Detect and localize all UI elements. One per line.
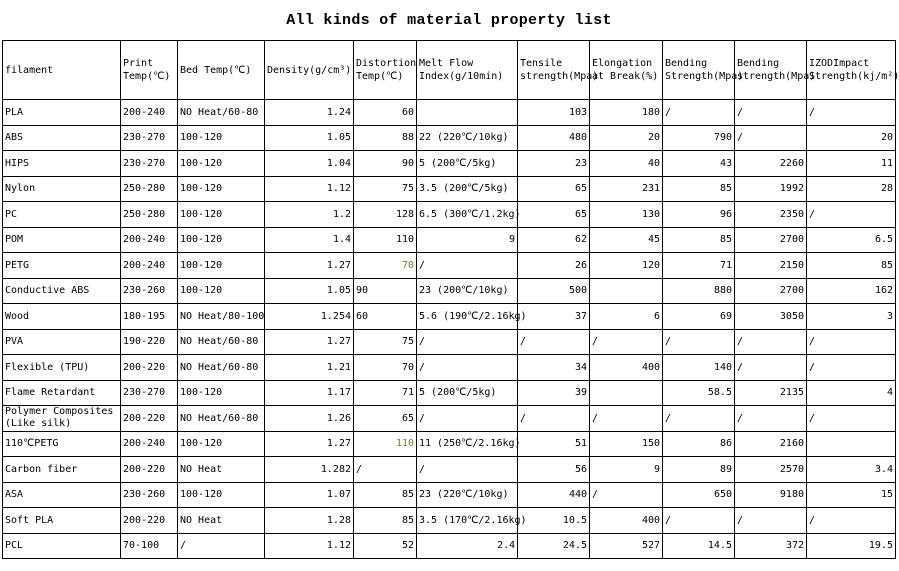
- cell-elongation: 400: [590, 355, 663, 381]
- cell-density: 1.12: [265, 533, 354, 559]
- cell-density: 1.27: [265, 431, 354, 457]
- cell-tensile-strength: 65: [518, 176, 590, 202]
- cell-elongation: 40: [590, 151, 663, 177]
- cell-filament: PC: [3, 202, 121, 228]
- table-row: [3, 329, 896, 355]
- cell-bed-temp: 100-120: [178, 278, 265, 304]
- cell-print-temp: 250-280: [121, 176, 178, 202]
- cell-print-temp: 230-270: [121, 125, 178, 151]
- cell-melt-flow-index: [417, 100, 518, 126]
- table-row: [3, 278, 896, 304]
- cell-density: 1.07: [265, 482, 354, 508]
- cell-bending-modulus: 1992: [735, 176, 807, 202]
- table-row: [3, 151, 896, 177]
- cell-tensile-strength: 500: [518, 278, 590, 304]
- cell-melt-flow-index: 23 (200℃/10kg): [417, 278, 518, 304]
- cell-distortion-temp: 60: [354, 304, 417, 330]
- cell-melt-flow-index: 5.6 (190℃/2.16kg): [417, 304, 518, 330]
- cell-print-temp: 250-280: [121, 202, 178, 228]
- cell-density: 1.26: [265, 406, 354, 432]
- cell-density: 1.4: [265, 227, 354, 253]
- cell-filament: Carbon fiber: [3, 457, 121, 483]
- cell-filament: Wood: [3, 304, 121, 330]
- col-header-bending-modulus: Bending strength(Mpa): [735, 41, 807, 100]
- cell-melt-flow-index: 11 (250℃/2.16kg): [417, 431, 518, 457]
- cell-filament: POM: [3, 227, 121, 253]
- cell-bending-modulus: /: [735, 355, 807, 381]
- cell-izod-impact: 3: [807, 304, 896, 330]
- cell-distortion-temp: 88: [354, 125, 417, 151]
- cell-bending-strength: 96: [663, 202, 735, 228]
- cell-distortion-temp: 70: [354, 253, 417, 279]
- cell-tensile-strength: 440: [518, 482, 590, 508]
- cell-filament: Conductive ABS: [3, 278, 121, 304]
- cell-elongation: 231: [590, 176, 663, 202]
- cell-distortion-temp: 128: [354, 202, 417, 228]
- cell-izod-impact: /: [807, 100, 896, 126]
- cell-tensile-strength: /: [518, 406, 590, 432]
- cell-bending-modulus: 2570: [735, 457, 807, 483]
- cell-print-temp: 200-220: [121, 457, 178, 483]
- table-row: [3, 380, 896, 406]
- cell-bending-strength: 85: [663, 176, 735, 202]
- cell-melt-flow-index: /: [417, 406, 518, 432]
- col-header-bending-strength: Bending Strength(Mpa): [663, 41, 735, 100]
- cell-tensile-strength: 24.5: [518, 533, 590, 559]
- cell-bending-modulus: 2260: [735, 151, 807, 177]
- table-row: [3, 355, 896, 381]
- cell-tensile-strength: 23: [518, 151, 590, 177]
- cell-izod-impact: 11: [807, 151, 896, 177]
- cell-elongation: 400: [590, 508, 663, 534]
- cell-melt-flow-index: /: [417, 329, 518, 355]
- table-row: [3, 176, 896, 202]
- cell-density: 1.12: [265, 176, 354, 202]
- cell-izod-impact: 28: [807, 176, 896, 202]
- cell-print-temp: 180-195: [121, 304, 178, 330]
- cell-bending-strength: /: [663, 100, 735, 126]
- cell-print-temp: 200-240: [121, 253, 178, 279]
- cell-bed-temp: NO Heat/60-80: [178, 355, 265, 381]
- table-row: [3, 253, 896, 279]
- table-row: [3, 431, 896, 457]
- cell-elongation: /: [590, 329, 663, 355]
- cell-density: 1.21: [265, 355, 354, 381]
- cell-bending-modulus: /: [735, 406, 807, 432]
- cell-bed-temp: 100-120: [178, 151, 265, 177]
- cell-bending-strength: 140: [663, 355, 735, 381]
- cell-melt-flow-index: 9: [417, 227, 518, 253]
- cell-distortion-temp: 110: [354, 431, 417, 457]
- cell-bed-temp: NO Heat: [178, 457, 265, 483]
- cell-bending-strength: 790: [663, 125, 735, 151]
- cell-bed-temp: 100-120: [178, 380, 265, 406]
- cell-filament: Flexible (TPU): [3, 355, 121, 381]
- cell-density: 1.27: [265, 329, 354, 355]
- cell-density: 1.254: [265, 304, 354, 330]
- table-row: [3, 406, 896, 432]
- cell-print-temp: 200-220: [121, 406, 178, 432]
- cell-izod-impact: /: [807, 508, 896, 534]
- cell-filament: PCL: [3, 533, 121, 559]
- cell-print-temp: 230-260: [121, 278, 178, 304]
- cell-distortion-temp: 90: [354, 151, 417, 177]
- cell-melt-flow-index: 3.5 (200℃/5kg): [417, 176, 518, 202]
- cell-distortion-temp: 85: [354, 482, 417, 508]
- cell-elongation: 9: [590, 457, 663, 483]
- cell-bending-strength: 58.5: [663, 380, 735, 406]
- cell-filament: ABS: [3, 125, 121, 151]
- cell-density: 1.27: [265, 253, 354, 279]
- cell-elongation: 20: [590, 125, 663, 151]
- cell-melt-flow-index: /: [417, 355, 518, 381]
- cell-print-temp: 230-260: [121, 482, 178, 508]
- table-row: [3, 304, 896, 330]
- cell-print-temp: 200-220: [121, 508, 178, 534]
- col-header-density: Density(g/cm³): [265, 41, 354, 100]
- cell-izod-impact: 20: [807, 125, 896, 151]
- cell-filament: PVA: [3, 329, 121, 355]
- cell-bending-strength: 86: [663, 431, 735, 457]
- cell-distortion-temp: 90: [354, 278, 417, 304]
- cell-elongation: 150: [590, 431, 663, 457]
- cell-elongation: 120: [590, 253, 663, 279]
- cell-bed-temp: NO Heat/60-80: [178, 329, 265, 355]
- cell-bending-strength: 69: [663, 304, 735, 330]
- cell-bending-strength: 71: [663, 253, 735, 279]
- cell-density: 1.05: [265, 278, 354, 304]
- cell-density: 1.24: [265, 100, 354, 126]
- col-header-print-temp: Print Temp(℃): [121, 41, 178, 100]
- cell-bending-strength: 85: [663, 227, 735, 253]
- cell-bending-modulus: 2135: [735, 380, 807, 406]
- table-row: [3, 508, 896, 534]
- cell-bed-temp: NO Heat/60-80: [178, 100, 265, 126]
- cell-distortion-temp: 65: [354, 406, 417, 432]
- cell-bed-temp: 100-120: [178, 202, 265, 228]
- cell-filament: PETG: [3, 253, 121, 279]
- table-row: [3, 482, 896, 508]
- cell-bending-strength: 43: [663, 151, 735, 177]
- cell-filament: HIPS: [3, 151, 121, 177]
- cell-bending-strength: 650: [663, 482, 735, 508]
- cell-print-temp: 230-270: [121, 151, 178, 177]
- cell-tensile-strength: 34: [518, 355, 590, 381]
- cell-izod-impact: 162: [807, 278, 896, 304]
- table-row: [3, 100, 896, 126]
- cell-distortion-temp: 85: [354, 508, 417, 534]
- cell-bending-strength: /: [663, 508, 735, 534]
- cell-bed-temp: /: [178, 533, 265, 559]
- table-row: [3, 533, 896, 559]
- cell-elongation: 130: [590, 202, 663, 228]
- cell-bending-modulus: 2150: [735, 253, 807, 279]
- col-header-tensile-strength: Tensile strength(Mpa): [518, 41, 590, 100]
- cell-print-temp: 230-270: [121, 380, 178, 406]
- cell-distortion-temp: 75: [354, 329, 417, 355]
- cell-tensile-strength: 10.5: [518, 508, 590, 534]
- cell-bed-temp: 100-120: [178, 253, 265, 279]
- cell-bed-temp: NO Heat/80-100: [178, 304, 265, 330]
- cell-bending-modulus: /: [735, 508, 807, 534]
- cell-tensile-strength: 39: [518, 380, 590, 406]
- cell-izod-impact: 85: [807, 253, 896, 279]
- cell-izod-impact: /: [807, 202, 896, 228]
- cell-filament: Soft PLA: [3, 508, 121, 534]
- col-header-bed-temp: Bed Temp(℃): [178, 41, 265, 100]
- cell-bed-temp: NO Heat/60-80: [178, 406, 265, 432]
- cell-melt-flow-index: 3.5 (170℃/2.16kg): [417, 508, 518, 534]
- cell-tensile-strength: 65: [518, 202, 590, 228]
- cell-density: 1.17: [265, 380, 354, 406]
- cell-print-temp: 70-100: [121, 533, 178, 559]
- cell-izod-impact: 3.4: [807, 457, 896, 483]
- material-property-table: [2, 40, 899, 559]
- cell-melt-flow-index: 23 (220℃/10kg): [417, 482, 518, 508]
- table-body: [3, 100, 896, 559]
- cell-density: 1.282: [265, 457, 354, 483]
- cell-elongation: [590, 278, 663, 304]
- cell-filament: Flame Retardant: [3, 380, 121, 406]
- cell-density: 1.04: [265, 151, 354, 177]
- cell-izod-impact: /: [807, 329, 896, 355]
- cell-elongation: 180: [590, 100, 663, 126]
- cell-distortion-temp: 70: [354, 355, 417, 381]
- table-row: [3, 202, 896, 228]
- cell-melt-flow-index: 5 (200℃/5kg): [417, 151, 518, 177]
- cell-melt-flow-index: 22 (220℃/10kg): [417, 125, 518, 151]
- cell-elongation: /: [590, 482, 663, 508]
- col-header-izod-impact: IZODImpact Strength(kj/m²): [807, 41, 896, 100]
- page-title: All kinds of material property list: [286, 11, 612, 29]
- cell-filament: ASA: [3, 482, 121, 508]
- table-row: [3, 125, 896, 151]
- cell-distortion-temp: /: [354, 457, 417, 483]
- cell-melt-flow-index: /: [417, 253, 518, 279]
- col-header-distortion-temp: Distortion Temp(℃): [354, 41, 417, 100]
- col-header-elongation: Elongation at Break(%): [590, 41, 663, 100]
- cell-bending-modulus: 2700: [735, 227, 807, 253]
- cell-filament: Polymer Composites (Like silk): [3, 406, 121, 432]
- cell-izod-impact: 19.5: [807, 533, 896, 559]
- cell-bending-strength: /: [663, 329, 735, 355]
- cell-bending-modulus: 2700: [735, 278, 807, 304]
- cell-print-temp: 200-240: [121, 227, 178, 253]
- cell-elongation: 45: [590, 227, 663, 253]
- cell-distortion-temp: 71: [354, 380, 417, 406]
- cell-bed-temp: 100-120: [178, 125, 265, 151]
- cell-elongation: 6: [590, 304, 663, 330]
- cell-print-temp: 200-240: [121, 100, 178, 126]
- cell-bending-modulus: /: [735, 100, 807, 126]
- table-row: [3, 457, 896, 483]
- cell-melt-flow-index: 2.4: [417, 533, 518, 559]
- cell-izod-impact: /: [807, 406, 896, 432]
- cell-izod-impact: /: [807, 355, 896, 381]
- cell-filament: Nylon: [3, 176, 121, 202]
- cell-density: 1.05: [265, 125, 354, 151]
- col-header-melt-flow-index: Melt Flow Index(g/10min): [417, 41, 518, 100]
- cell-melt-flow-index: 5 (200℃/5kg): [417, 380, 518, 406]
- cell-distortion-temp: 52: [354, 533, 417, 559]
- cell-tensile-strength: 51: [518, 431, 590, 457]
- cell-melt-flow-index: 6.5 (300℃/1.2kg): [417, 202, 518, 228]
- cell-tensile-strength: 62: [518, 227, 590, 253]
- cell-print-temp: 190-220: [121, 329, 178, 355]
- cell-tensile-strength: 480: [518, 125, 590, 151]
- cell-bending-strength: 880: [663, 278, 735, 304]
- cell-bending-modulus: /: [735, 125, 807, 151]
- cell-bed-temp: 100-120: [178, 431, 265, 457]
- table-row: [3, 227, 896, 253]
- cell-elongation: [590, 380, 663, 406]
- cell-izod-impact: 4: [807, 380, 896, 406]
- cell-bending-modulus: /: [735, 329, 807, 355]
- cell-izod-impact: 6.5: [807, 227, 896, 253]
- cell-tensile-strength: 37: [518, 304, 590, 330]
- cell-density: 1.2: [265, 202, 354, 228]
- cell-tensile-strength: /: [518, 329, 590, 355]
- cell-bending-modulus: 372: [735, 533, 807, 559]
- cell-distortion-temp: 75: [354, 176, 417, 202]
- cell-bending-modulus: 9180: [735, 482, 807, 508]
- cell-bed-temp: 100-120: [178, 227, 265, 253]
- cell-bed-temp: 100-120: [178, 482, 265, 508]
- cell-bending-modulus: 3050: [735, 304, 807, 330]
- cell-elongation: /: [590, 406, 663, 432]
- cell-bending-modulus: 2350: [735, 202, 807, 228]
- cell-distortion-temp: 110: [354, 227, 417, 253]
- cell-bed-temp: NO Heat: [178, 508, 265, 534]
- cell-tensile-strength: 26: [518, 253, 590, 279]
- cell-izod-impact: [807, 431, 896, 457]
- cell-print-temp: 200-220: [121, 355, 178, 381]
- header-row: [3, 41, 896, 100]
- cell-filament: PLA: [3, 100, 121, 126]
- cell-density: 1.28: [265, 508, 354, 534]
- cell-filament: 110℃PETG: [3, 431, 121, 457]
- cell-tensile-strength: 56: [518, 457, 590, 483]
- cell-bending-strength: /: [663, 406, 735, 432]
- cell-izod-impact: 15: [807, 482, 896, 508]
- cell-melt-flow-index: /: [417, 457, 518, 483]
- col-header-filament: filament: [3, 41, 121, 100]
- cell-tensile-strength: 103: [518, 100, 590, 126]
- cell-bending-strength: 89: [663, 457, 735, 483]
- cell-elongation: 527: [590, 533, 663, 559]
- cell-bending-modulus: 2160: [735, 431, 807, 457]
- cell-bending-strength: 14.5: [663, 533, 735, 559]
- cell-distortion-temp: 60: [354, 100, 417, 126]
- cell-bed-temp: 100-120: [178, 176, 265, 202]
- cell-print-temp: 200-240: [121, 431, 178, 457]
